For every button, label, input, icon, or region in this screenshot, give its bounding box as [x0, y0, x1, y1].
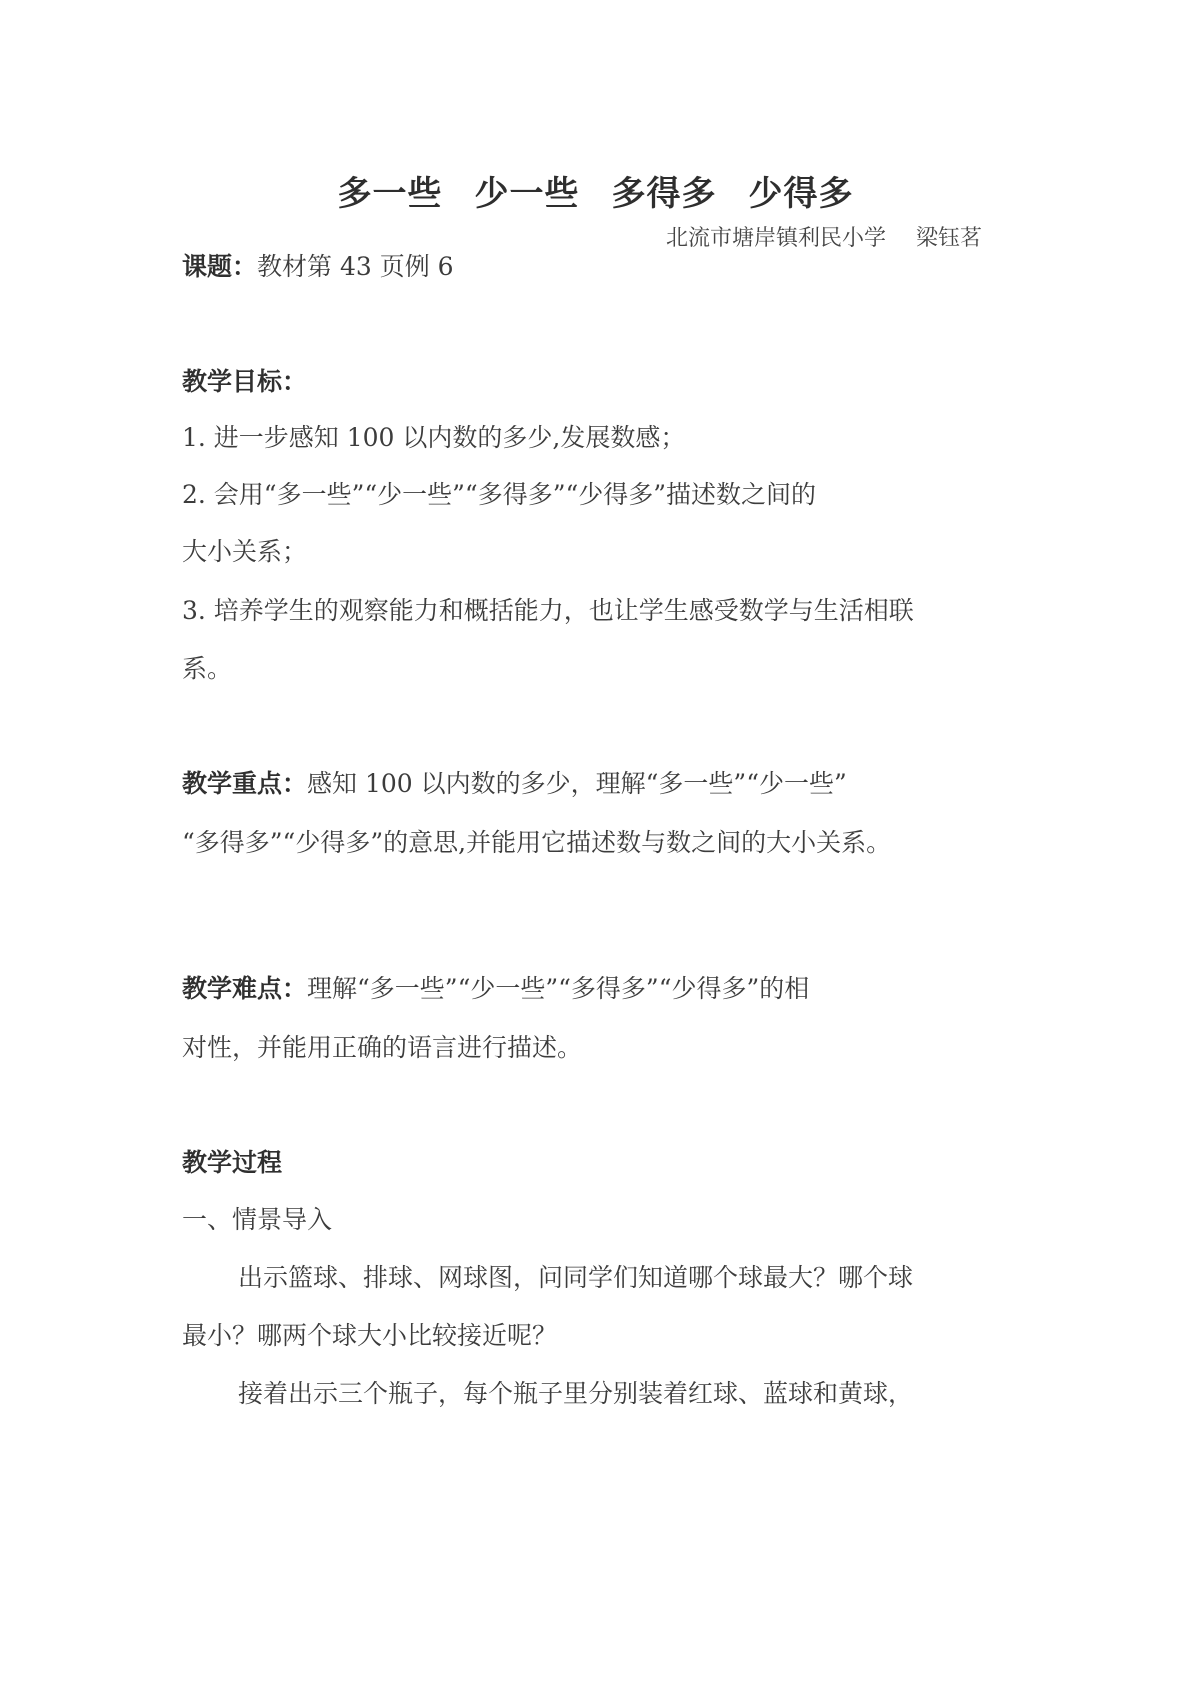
- keypoint-line: [182, 769, 1022, 799]
- difficulty-text: 理解“多一些”“少一些”“多得多”“少得多”的相: [307, 974, 810, 1003]
- paragraph-line: 接着出示三个瓶子，每个瓶子里分别装着红球、蓝球和黄球，: [238, 1379, 914, 1408]
- goal-line: 2. 会用“多一些”“少一些”“多得多”“少得多”描述数之间的: [182, 480, 817, 509]
- difficulty-label: 教学难点：: [182, 974, 308, 1003]
- title-part: 多得多: [611, 174, 717, 214]
- goal-line: 1. 进一步感知 100 以内数的多少,发展数感；: [182, 423, 686, 452]
- title-part: 少一些: [474, 174, 580, 214]
- goal-line: 系。: [182, 654, 233, 683]
- keypoint-label: 教学重点：: [182, 769, 308, 798]
- goal-line: 大小关系；: [182, 537, 308, 566]
- keypoint-text: 感知 100 以内数的多少，理解“多一些”“少一些”: [307, 769, 847, 798]
- paragraph-line: 最小？哪两个球大小比较接近呢？: [182, 1321, 558, 1350]
- document-title: [0, 166, 1191, 215]
- section-heading: 一、情景导入: [182, 1205, 333, 1234]
- author-name: 梁钰茗: [915, 226, 982, 251]
- paragraph-line: 出示篮球、排球、网球图，问同学们知道哪个球最大？哪个球: [238, 1263, 914, 1292]
- topic-line: [182, 252, 1022, 282]
- difficulty-line-2: 对性，并能用正确的语言进行描述。: [182, 1033, 583, 1062]
- topic-text: 教材第 43 页例 6: [257, 252, 454, 281]
- title-part: 多一些: [337, 174, 443, 214]
- difficulty-line: [182, 974, 1022, 1004]
- process-heading: 教学过程: [182, 1148, 283, 1177]
- goals-heading: 教学目标：: [182, 367, 308, 396]
- school-name: 北流市塘岸镇利民小学: [665, 226, 886, 251]
- author-line: [666, 221, 982, 252]
- goal-line: 3. 培养学生的观察能力和概括能力，也让学生感受数学与生活相联: [182, 596, 914, 625]
- title-part: 少得多: [748, 174, 854, 214]
- topic-label: 课题：: [182, 252, 258, 281]
- keypoint-line-2: “多得多”“少得多”的意思,并能用它描述数与数之间的大小关系。: [182, 828, 892, 857]
